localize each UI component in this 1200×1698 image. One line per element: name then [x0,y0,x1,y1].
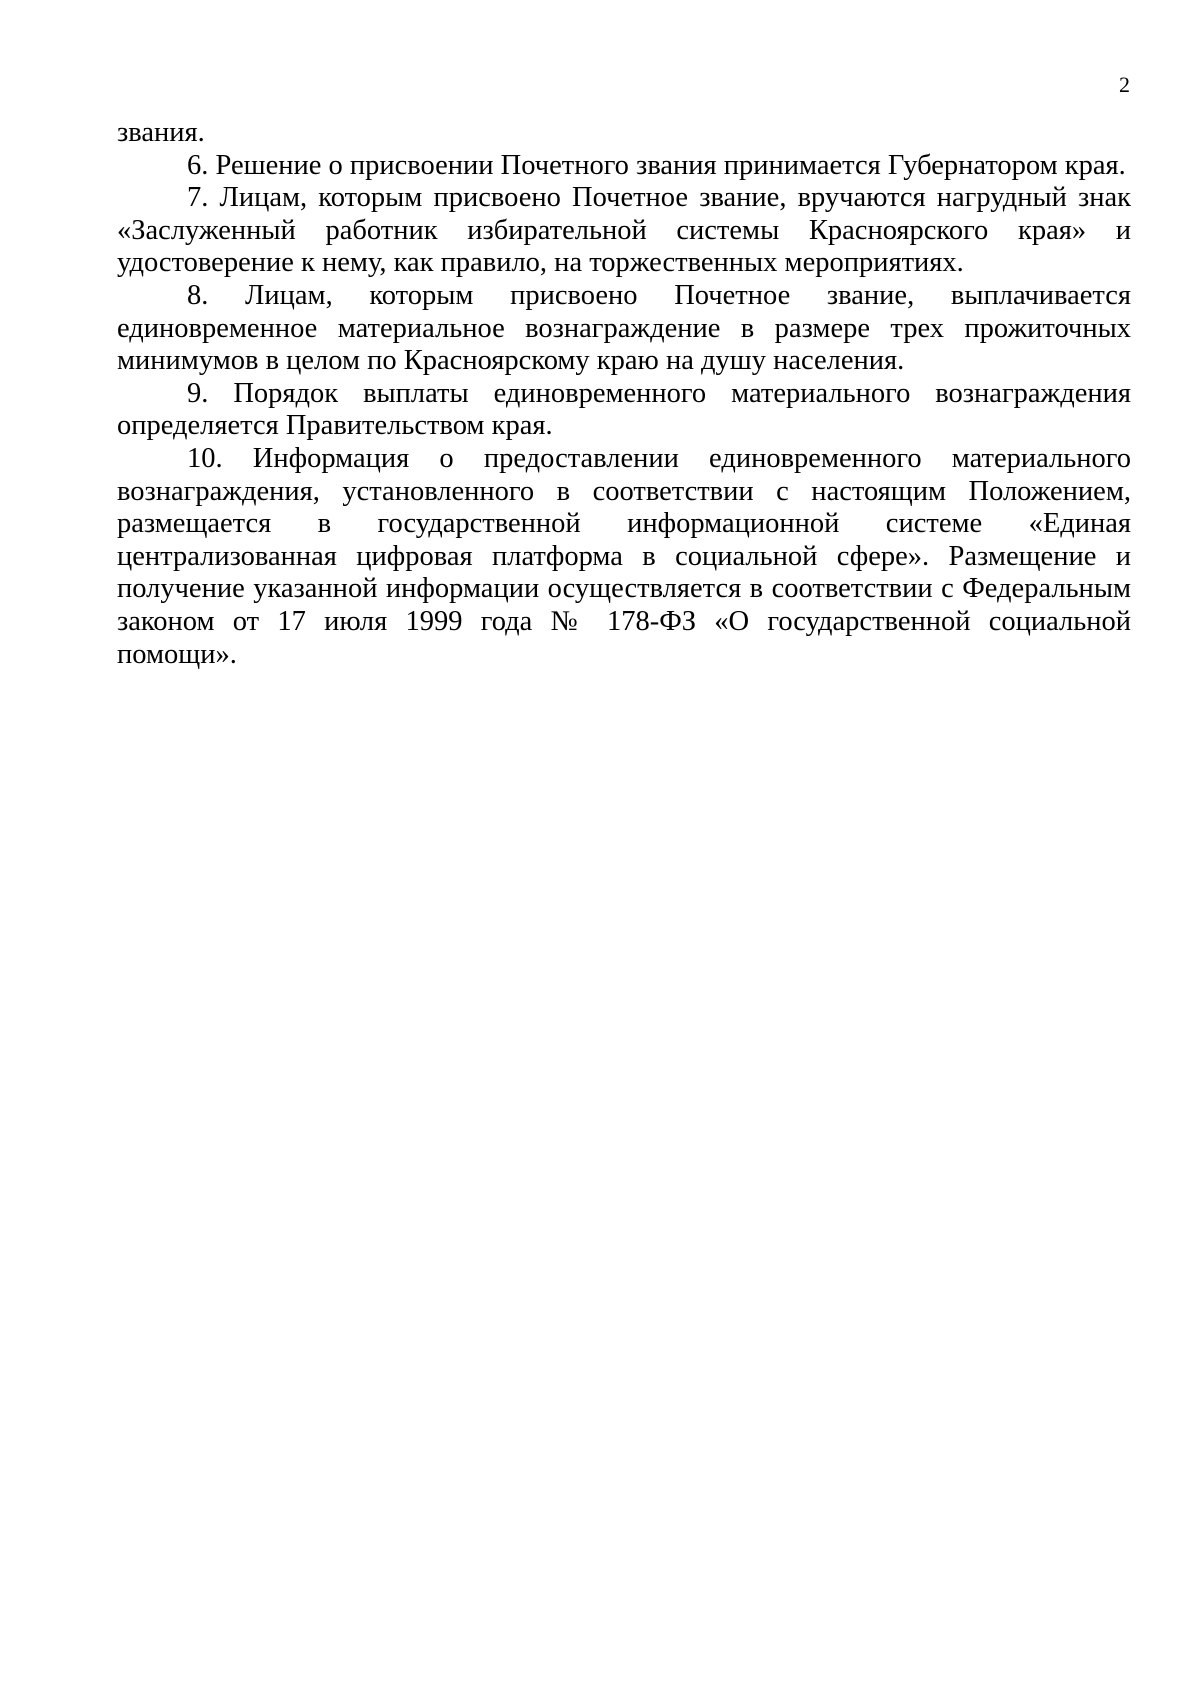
paragraph-item-9: 9. Порядок выплаты единовременного материального вознаграждения определяется Правительством края. [117,377,1131,442]
paragraph-item-10: 10. Информация о предоставлении единовременного материального вознаграждения, установленного в соответствии с настоящим Положением, размещается в государственной информационной системе «Единая централизованная цифровая платформа в социальной сфере». Размещение и получение указанной информации осуществляется в соответствии с Федеральным законом от 17 июля 1999 года № 178-ФЗ «О государственной социальной помощи». [117,442,1131,670]
paragraph-item-6: 6. Решение о присвоении Почетного звания принимается Губернатором края. [187,149,1126,181]
page-number: 2 [1119,72,1130,97]
document-body [117,117,1131,671]
paragraph-continuation: звания. [117,117,205,148]
paragraph-item-7: 7. Лицам, которым присвоено Почетное звание, вручаются нагрудный знак «Заслуженный работник избирательной системы Красноярского края» и удостоверение к нему, как правило, на торжественных мероприятиях. [117,182,1131,279]
paragraph-item-8: 8. Лицам, которым присвоено Почетное звание, выплачивается единовременное материальное вознаграждение в размере трех прожиточных минимумов в целом по Красноярскому краю на душу населения. [117,279,1131,377]
